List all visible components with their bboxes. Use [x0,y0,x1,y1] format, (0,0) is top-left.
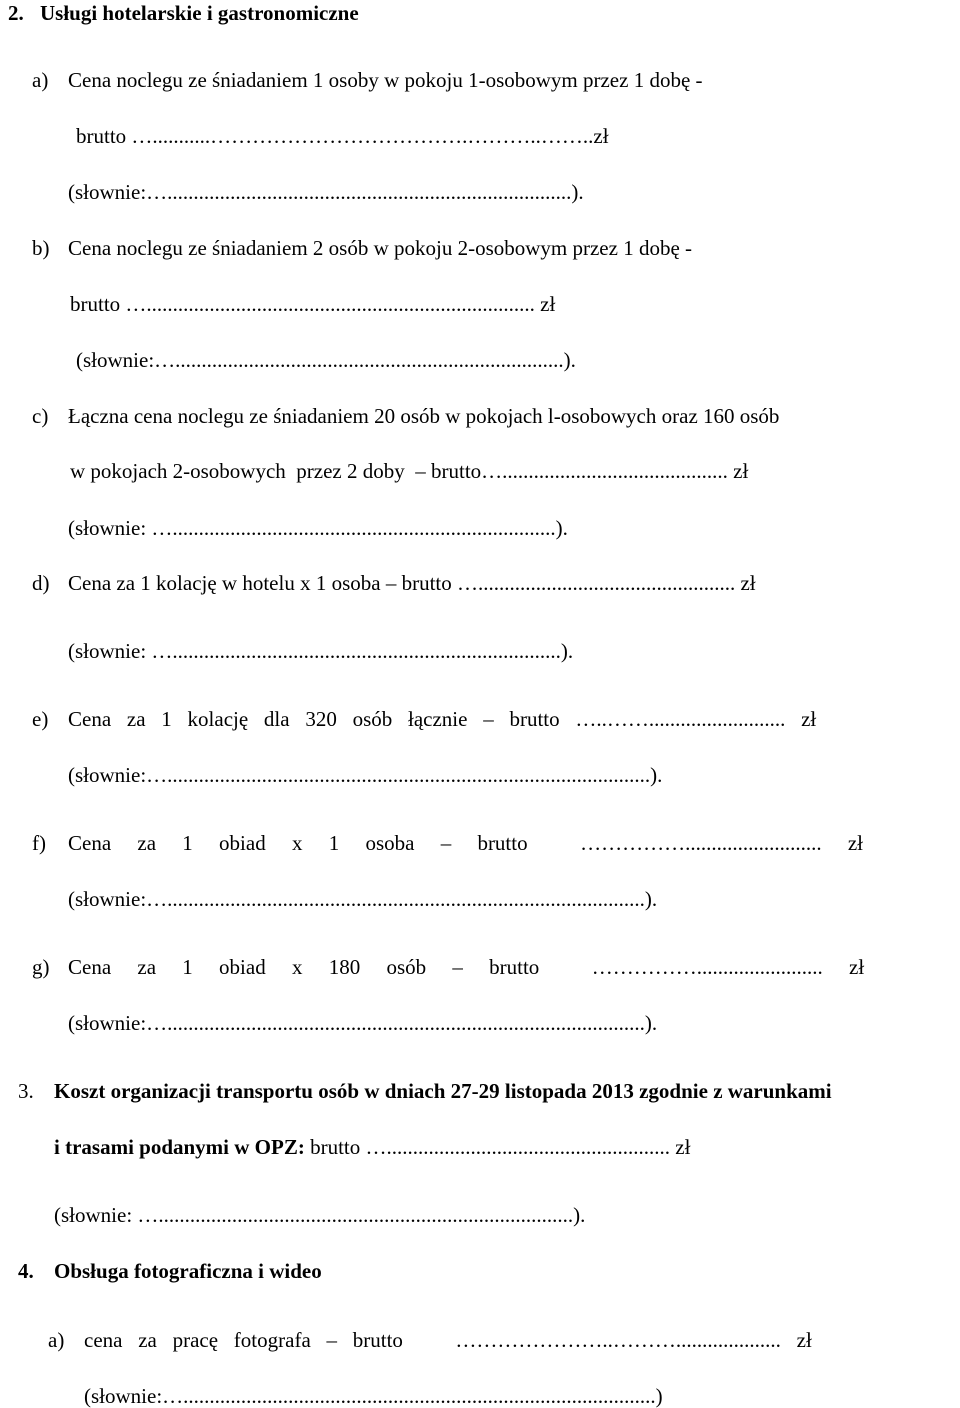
item-a-price-line: brutto …...........……………………………….………..……..zł [76,124,609,148]
section-2-title: Usługi hotelarskie i gastronomiczne [40,1,359,25]
item-label-g: g) [32,955,50,979]
section-3-price: brutto …...................................................... zł [304,1135,691,1159]
item-d-words-line: (słownie: …..........................................................................). [68,639,574,663]
item-d-line-1: Cena za 1 kolację w hotelu x 1 osoba – brutto …................................................. zł [68,571,756,595]
item-b-line-1: Cena noclegu ze śniadaniem 2 osób w pokoju 2-osobowym przez 1 dobę - [68,236,693,260]
item-4a-words-line: (słownie:…..........................................................................................) [84,1384,663,1408]
section-3-line-2 [54,1137,690,1158]
item-a-words-line: (słownie:….............................................................................). [68,180,584,204]
section-4-number: 4. [18,1259,34,1283]
item-label-4a: a) [48,1328,65,1352]
item-c-line-2: w pokojach 2-osobowych przez 2 doby – brutto…........................................... zł [70,459,749,483]
item-label-f: f) [32,831,46,855]
section-2-number: 2. [8,1,24,25]
item-c-words-line: (słownie: ….........................................................................). [68,516,568,540]
item-e-line-1: Cena za 1 kolację dla 320 osób łącznie – brutto …..…….......................... zł [68,707,817,731]
section-3-number: 3. [18,1079,34,1103]
item-g-line-1: Cena za 1 obiad x 180 osób – brutto ……………........................ zł [68,955,865,979]
item-label-c: c) [32,404,49,428]
item-e-words-line: (słownie:…............................................................................................). [68,763,663,787]
item-f-words-line: (słownie:…...........................................................................................). [68,887,658,911]
item-f-line-1: Cena za 1 obiad x 1 osoba – brutto …………….......................... zł [68,831,864,855]
item-a-line-1: Cena noclegu ze śniadaniem 1 osoby w pokoju 1-osobowym przez 1 dobę - [68,68,703,92]
section-3-words-line: (słownie: …...............................................................................). [54,1203,586,1227]
item-g-words-line: (słownie:…...........................................................................................). [68,1011,658,1035]
item-label-e: e) [32,707,49,731]
item-label-b: b) [32,236,50,260]
item-4a-line-1: cena za pracę fotografa – brutto …………………..……….................... zł [84,1328,812,1352]
section-3-title: Koszt organizacji transportu osób w dniach 27-29 listopada 2013 zgodnie z warunkami [54,1079,832,1103]
item-b-price-line: brutto ….......................................................................... zł [70,292,556,316]
section-3-title-cont: i trasami podanymi w OPZ: [54,1135,305,1159]
item-c-line-1: Łączna cena noclegu ze śniadaniem 20 osób w pokojach l-osobowych oraz 160 osób [68,404,780,428]
section-4-title: Obsługa fotograficzna i wideo [54,1259,322,1283]
item-label-d: d) [32,571,50,595]
item-label-a: a) [32,68,49,92]
item-b-words-line: (słownie:…..........................................................................). [76,348,576,372]
